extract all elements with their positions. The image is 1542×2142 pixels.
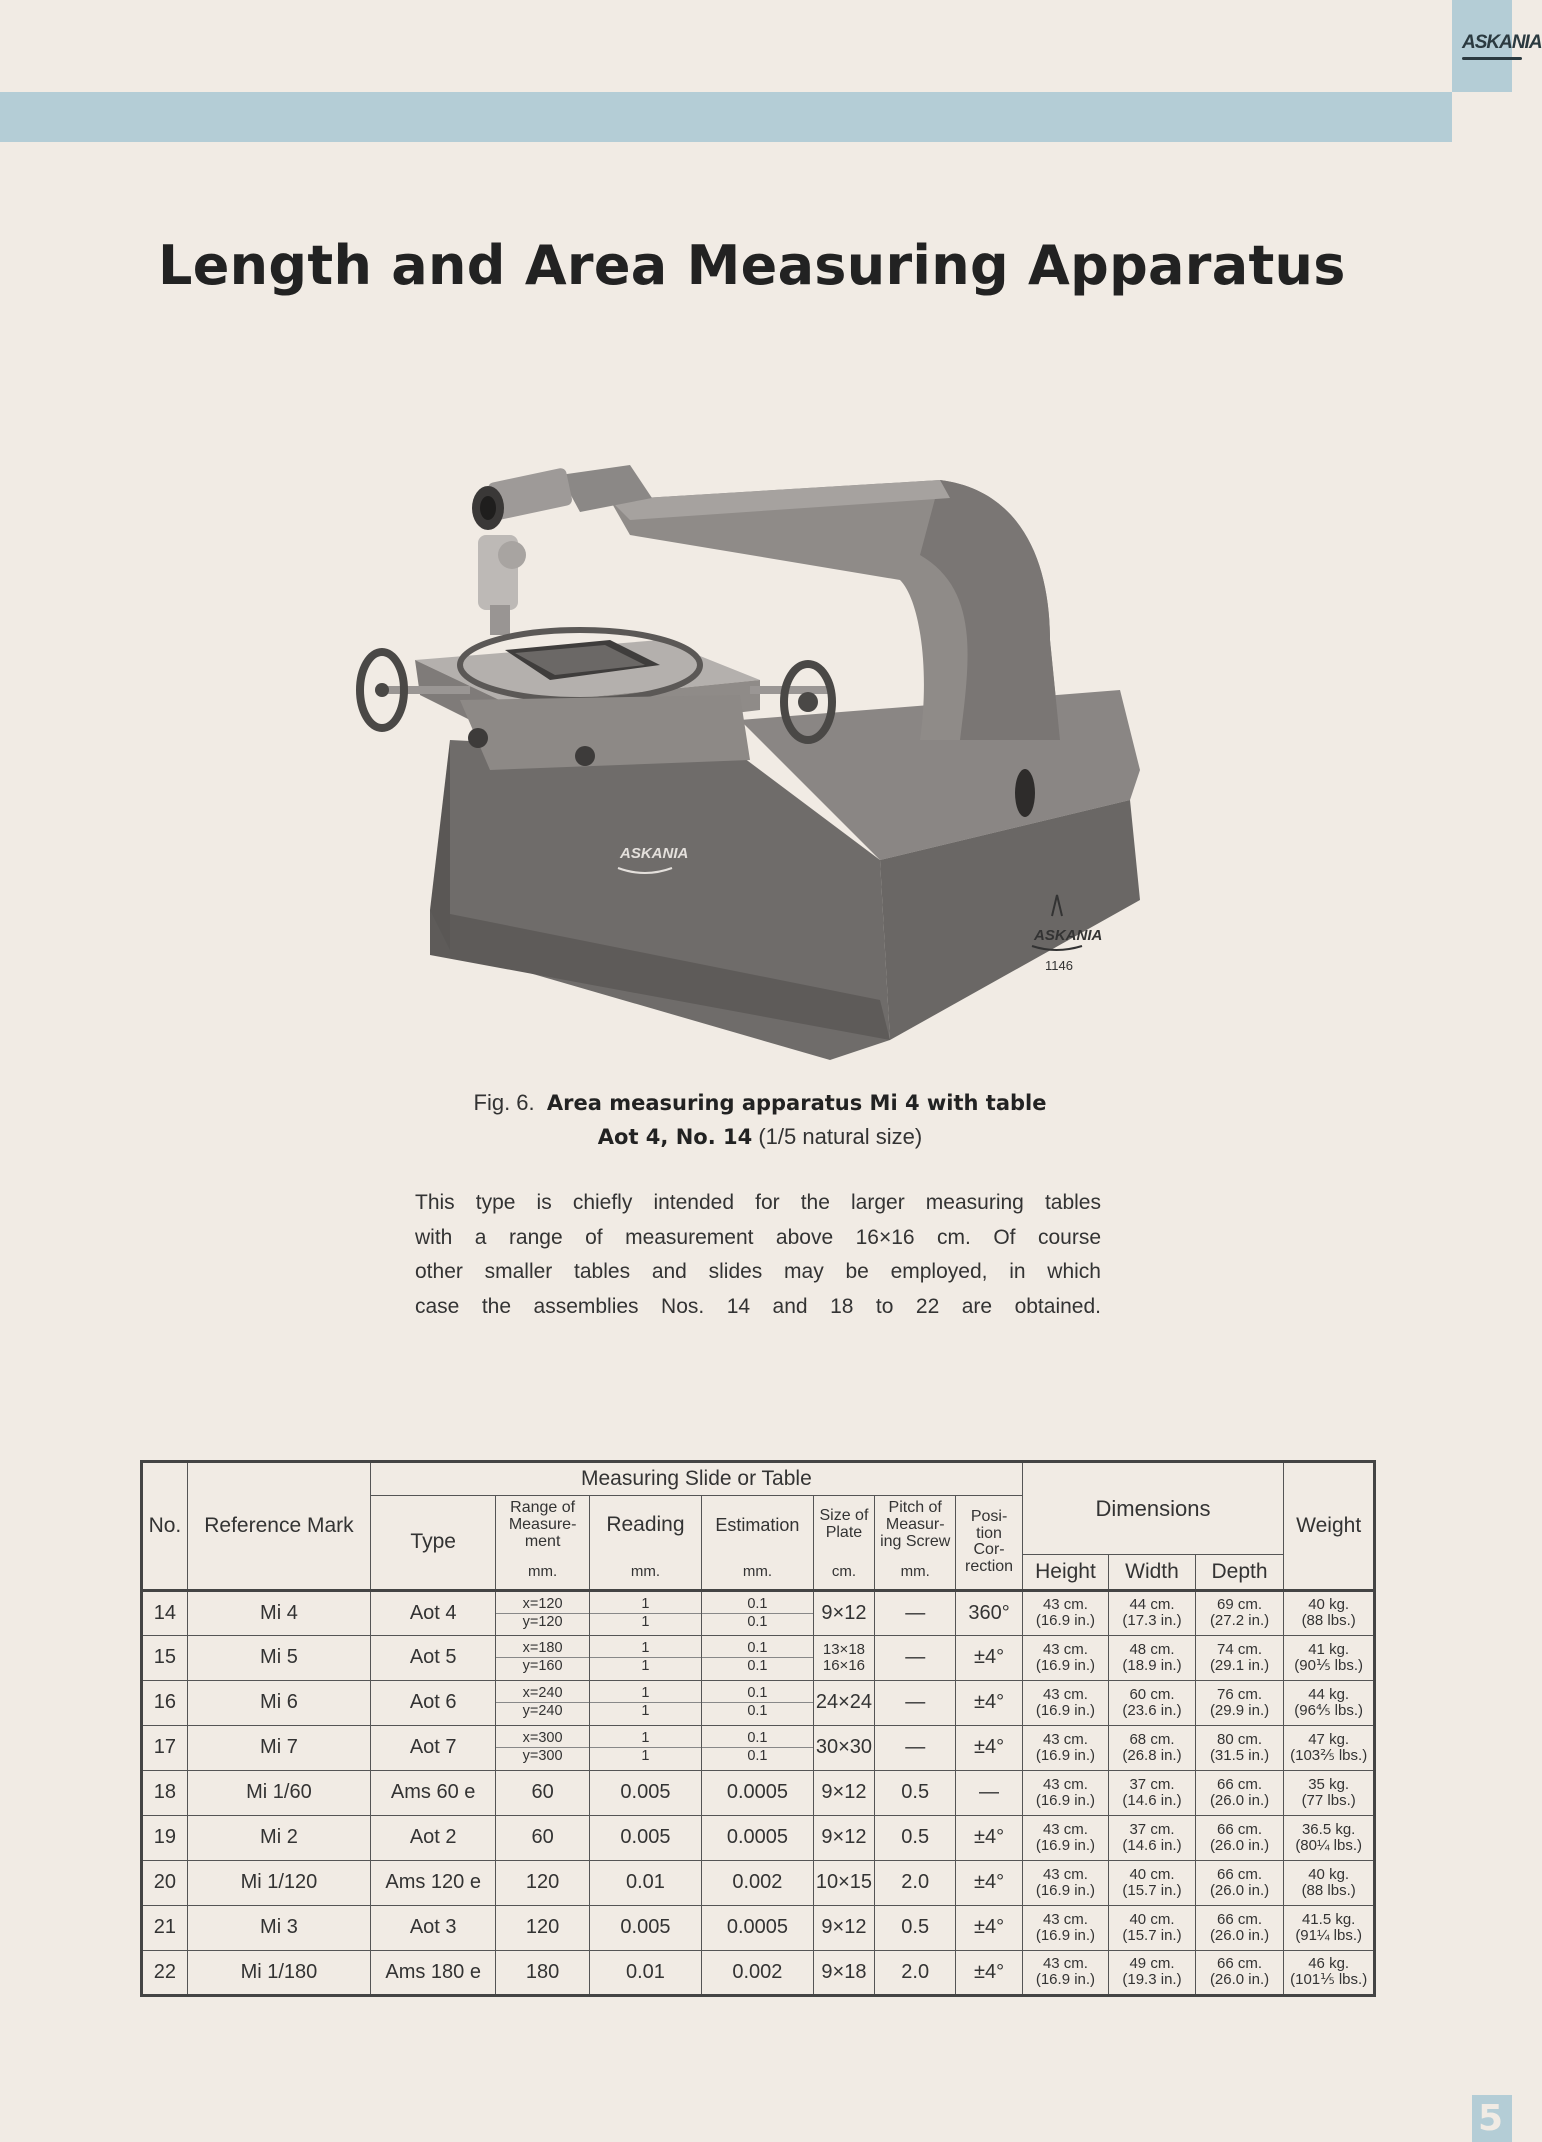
cell-depth bbox=[1195, 1635, 1284, 1680]
cell-weight-line: 40 kg. bbox=[1308, 1865, 1350, 1883]
cell-width bbox=[1109, 1905, 1196, 1950]
cell-estimation-line: 0.1 bbox=[747, 1613, 768, 1630]
description-line: case the assemblies Nos. 14 and 18 to 22 are obtained. bbox=[415, 1294, 1101, 1318]
cell-range bbox=[496, 1725, 590, 1770]
cell-height bbox=[1022, 1950, 1109, 1995]
cell-weight-line: (80¼ lbs.) bbox=[1295, 1836, 1363, 1854]
cell-width-line: (14.6 in.) bbox=[1122, 1791, 1182, 1809]
cell-height-line: (16.9 in.) bbox=[1035, 1836, 1096, 1854]
specification-table-body bbox=[142, 1590, 1375, 1995]
cell-size: 9×12 bbox=[813, 1770, 874, 1815]
cell-weight bbox=[1284, 1590, 1375, 1635]
cell-weight-line: 40 kg. bbox=[1308, 1596, 1350, 1614]
unit-estimation: mm. bbox=[701, 1554, 813, 1590]
cell-depth-line: 76 cm. bbox=[1217, 1685, 1263, 1703]
header-no: No. bbox=[142, 1462, 188, 1591]
cell-estimation bbox=[701, 1590, 813, 1635]
cell-weight-line: (96⅘ lbs.) bbox=[1294, 1701, 1364, 1719]
cell-weight bbox=[1284, 1725, 1375, 1770]
cell-height-line: (16.9 in.) bbox=[1035, 1926, 1096, 1944]
top-color-band bbox=[0, 92, 1452, 142]
cell-type: Aot 3 bbox=[371, 1905, 496, 1950]
cell-width bbox=[1109, 1635, 1196, 1680]
figure-number-mark: 1146 bbox=[1045, 958, 1073, 973]
cell-depth-line: 66 cm. bbox=[1217, 1820, 1263, 1838]
cell-range-line: x=240 bbox=[496, 1685, 589, 1703]
cell-width-line: 49 cm. bbox=[1129, 1955, 1175, 1973]
cell-weight bbox=[1284, 1815, 1375, 1860]
cell-reading: 0.005 bbox=[589, 1770, 701, 1815]
table-row bbox=[142, 1860, 1375, 1905]
cell-estimation-line: 0.1 bbox=[747, 1748, 768, 1765]
cell-pitch: 0.5 bbox=[874, 1770, 955, 1815]
cell-depth-line: 66 cm. bbox=[1217, 1955, 1263, 1973]
cell-depth-line: (29.9 in.) bbox=[1209, 1701, 1270, 1719]
cell-reading-line: 1 bbox=[641, 1703, 650, 1720]
cell-weight bbox=[1284, 1635, 1375, 1680]
cell-no: 22 bbox=[142, 1950, 188, 1995]
cell-width-line: (14.6 in.) bbox=[1122, 1836, 1182, 1854]
header-reading: Reading bbox=[589, 1496, 701, 1555]
description-line: other smaller tables and slides may be employed, in which bbox=[415, 1260, 1101, 1283]
cell-reading-line: 1 bbox=[590, 1596, 701, 1614]
cell-reading bbox=[589, 1635, 701, 1680]
cell-depth-line: 66 cm. bbox=[1217, 1910, 1263, 1928]
cell-depth bbox=[1195, 1905, 1284, 1950]
cell-weight-line: 36.5 kg. bbox=[1301, 1820, 1356, 1838]
cell-width-line: 48 cm. bbox=[1129, 1640, 1175, 1658]
cell-pitch: 2.0 bbox=[874, 1860, 955, 1905]
cell-type: Aot 2 bbox=[371, 1815, 496, 1860]
brand-tab bbox=[1452, 0, 1542, 92]
cell-height-line: (16.9 in.) bbox=[1035, 1971, 1096, 1989]
specification-table bbox=[140, 1460, 1376, 1997]
cell-range: 60 bbox=[496, 1815, 590, 1860]
cell-height-line: (16.9 in.) bbox=[1035, 1881, 1096, 1899]
cell-depth bbox=[1195, 1860, 1284, 1905]
cell-depth-line: (29.1 in.) bbox=[1209, 1656, 1270, 1674]
cell-range: 180 bbox=[496, 1950, 590, 1995]
cell-width bbox=[1109, 1815, 1196, 1860]
cell-height-line: 43 cm. bbox=[1042, 1955, 1088, 1973]
cell-width bbox=[1109, 1680, 1196, 1725]
cell-height bbox=[1022, 1905, 1109, 1950]
cell-pitch: — bbox=[874, 1725, 955, 1770]
cell-position: ±4° bbox=[956, 1815, 1022, 1860]
cell-reading-line: 1 bbox=[641, 1613, 650, 1630]
cell-type: Aot 6 bbox=[371, 1680, 496, 1725]
cell-height-line: 43 cm. bbox=[1042, 1596, 1088, 1614]
cell-reading-line: 1 bbox=[641, 1748, 650, 1765]
cell-range-line: x=120 bbox=[496, 1596, 589, 1614]
cell-depth-line: 80 cm. bbox=[1217, 1730, 1263, 1748]
cell-reading: 0.01 bbox=[589, 1860, 701, 1905]
cell-estimation-line: 0.1 bbox=[702, 1730, 813, 1748]
cell-height bbox=[1022, 1680, 1109, 1725]
cell-depth bbox=[1195, 1680, 1284, 1725]
cell-reading: 0.005 bbox=[589, 1905, 701, 1950]
cell-depth-line: (26.0 in.) bbox=[1209, 1791, 1270, 1809]
cell-depth-line: (26.0 in.) bbox=[1209, 1881, 1270, 1899]
area-measuring-apparatus-illustration bbox=[360, 440, 1160, 1080]
header-width: Width bbox=[1109, 1554, 1196, 1590]
header-type: Type bbox=[371, 1496, 496, 1591]
cell-estimation-line: 0.1 bbox=[702, 1685, 813, 1703]
cell-depth-line: (26.0 in.) bbox=[1209, 1971, 1270, 1989]
table-row bbox=[142, 1815, 1375, 1860]
cell-no: 14 bbox=[142, 1590, 188, 1635]
cell-depth bbox=[1195, 1725, 1284, 1770]
table-row bbox=[142, 1905, 1375, 1950]
cell-no: 19 bbox=[142, 1815, 188, 1860]
header-size: Size of Plate bbox=[813, 1496, 874, 1555]
cell-position: ±4° bbox=[956, 1725, 1022, 1770]
carriage bbox=[460, 695, 750, 770]
cell-weight-line: 46 kg. bbox=[1308, 1955, 1350, 1973]
cell-pitch: 0.5 bbox=[874, 1905, 955, 1950]
cell-height-line: (16.9 in.) bbox=[1035, 1656, 1096, 1674]
cell-range: 120 bbox=[496, 1860, 590, 1905]
cell-pitch: — bbox=[874, 1590, 955, 1635]
cell-height bbox=[1022, 1770, 1109, 1815]
cell-weight-line: 44 kg. bbox=[1308, 1685, 1350, 1703]
cell-type: Aot 7 bbox=[371, 1725, 496, 1770]
cell-depth-line: (26.0 in.) bbox=[1209, 1836, 1270, 1854]
description-line: This type is chiefly intended for the larger measuring tables bbox=[415, 1191, 1101, 1214]
cell-position: ±4° bbox=[956, 1680, 1022, 1725]
cell-size: 30×30 bbox=[813, 1725, 874, 1770]
cell-depth-line: 66 cm. bbox=[1217, 1775, 1263, 1793]
cell-range-line: x=300 bbox=[496, 1730, 589, 1748]
unit-reading: mm. bbox=[589, 1554, 701, 1590]
cell-pitch: — bbox=[874, 1680, 955, 1725]
table-row bbox=[142, 1725, 1375, 1770]
cell-height-line: 43 cm. bbox=[1042, 1910, 1088, 1928]
cell-weight-line: (101⅕ lbs.) bbox=[1290, 1971, 1368, 1989]
cell-width bbox=[1109, 1725, 1196, 1770]
cell-estimation-line: 0.1 bbox=[702, 1596, 813, 1614]
cell-size: 10×15 bbox=[813, 1860, 874, 1905]
cell-pitch: 0.5 bbox=[874, 1815, 955, 1860]
brand-tab-text: ASKANIA bbox=[1462, 32, 1542, 53]
cell-range-line: y=300 bbox=[522, 1748, 563, 1765]
cell-width-line: 44 cm. bbox=[1129, 1596, 1175, 1614]
header-height: Height bbox=[1022, 1554, 1109, 1590]
cell-width-line: (19.3 in.) bbox=[1122, 1971, 1182, 1989]
header-weight: Weight bbox=[1284, 1462, 1375, 1591]
cell-size: 9×12 bbox=[813, 1815, 874, 1860]
cell-ref: Mi 1/120 bbox=[187, 1860, 370, 1905]
cell-width-line: 60 cm. bbox=[1129, 1685, 1175, 1703]
cell-width-line: 37 cm. bbox=[1129, 1820, 1175, 1838]
cell-width-line: 68 cm. bbox=[1129, 1730, 1175, 1748]
header-estimation: Estimation bbox=[701, 1496, 813, 1555]
cell-range-line: x=180 bbox=[496, 1640, 589, 1658]
brand-tab-underline bbox=[1462, 57, 1522, 60]
cell-reading bbox=[589, 1725, 701, 1770]
cell-no: 16 bbox=[142, 1680, 188, 1725]
cell-depth bbox=[1195, 1770, 1284, 1815]
cell-width-line: 40 cm. bbox=[1129, 1910, 1175, 1928]
cell-range bbox=[496, 1635, 590, 1680]
cell-weight bbox=[1284, 1905, 1375, 1950]
page-title: Length and Area Measuring Apparatus bbox=[158, 234, 1346, 297]
cell-ref: Mi 7 bbox=[187, 1725, 370, 1770]
cell-pitch: — bbox=[874, 1635, 955, 1680]
cell-width bbox=[1109, 1770, 1196, 1815]
cell-weight-line: 47 kg. bbox=[1308, 1730, 1350, 1748]
cell-size: 9×18 bbox=[813, 1950, 874, 1995]
cell-width-line: 40 cm. bbox=[1129, 1865, 1175, 1883]
cell-depth-line: 66 cm. bbox=[1217, 1865, 1263, 1883]
cell-estimation: 0.0005 bbox=[701, 1815, 813, 1860]
cell-estimation bbox=[701, 1725, 813, 1770]
cell-height bbox=[1022, 1725, 1109, 1770]
unit-size: cm. bbox=[813, 1554, 874, 1590]
cell-height-line: 43 cm. bbox=[1042, 1820, 1088, 1838]
cell-reading: 0.01 bbox=[589, 1950, 701, 1995]
cell-ref: Mi 1/180 bbox=[187, 1950, 370, 1995]
cell-weight-line: (88 lbs.) bbox=[1301, 1612, 1356, 1630]
cell-weight-line: (91¼ lbs.) bbox=[1295, 1926, 1363, 1944]
cell-reading-line: 1 bbox=[590, 1685, 701, 1703]
cell-estimation-line: 0.1 bbox=[747, 1703, 768, 1720]
cell-position: ±4° bbox=[956, 1950, 1022, 1995]
cell-reading-line: 1 bbox=[641, 1658, 650, 1675]
cell-height bbox=[1022, 1815, 1109, 1860]
cell-depth bbox=[1195, 1815, 1284, 1860]
cell-pitch: 2.0 bbox=[874, 1950, 955, 1995]
cell-width-line: (18.9 in.) bbox=[1122, 1656, 1182, 1674]
cell-depth-line: (26.0 in.) bbox=[1209, 1926, 1270, 1944]
base-hole bbox=[1015, 769, 1035, 817]
cell-height-line: (16.9 in.) bbox=[1035, 1612, 1096, 1630]
cell-estimation bbox=[701, 1635, 813, 1680]
unit-pitch: mm. bbox=[874, 1554, 955, 1590]
cell-no: 21 bbox=[142, 1905, 188, 1950]
cell-reading: 0.005 bbox=[589, 1815, 701, 1860]
cell-position: — bbox=[956, 1770, 1022, 1815]
cell-position: ±4° bbox=[956, 1905, 1022, 1950]
cell-range bbox=[496, 1680, 590, 1725]
cell-size: 9×12 bbox=[813, 1905, 874, 1950]
caption-prefix: Fig. 6. bbox=[473, 1090, 535, 1115]
cell-estimation: 0.0005 bbox=[701, 1905, 813, 1950]
header-reference-mark: Reference Mark bbox=[187, 1462, 370, 1591]
caption-bold-line2: Aot 4, No. 14 bbox=[597, 1125, 753, 1149]
cell-estimation: 0.002 bbox=[701, 1950, 813, 1995]
cell-width-line: (26.8 in.) bbox=[1122, 1746, 1182, 1764]
cell-ref: Mi 3 bbox=[187, 1905, 370, 1950]
description-paragraph bbox=[415, 1186, 1101, 1324]
page-number: 5 bbox=[1472, 2095, 1512, 2142]
cell-position: ±4° bbox=[956, 1635, 1022, 1680]
cell-depth bbox=[1195, 1950, 1284, 1995]
cell-height-line: 43 cm. bbox=[1042, 1865, 1088, 1883]
cell-height-line: 43 cm. bbox=[1042, 1640, 1088, 1658]
cell-range-line: y=240 bbox=[522, 1703, 563, 1720]
cell-estimation-line: 0.1 bbox=[747, 1658, 768, 1675]
cell-width bbox=[1109, 1590, 1196, 1635]
cell-width-line: (23.6 in.) bbox=[1122, 1701, 1182, 1719]
cell-range bbox=[496, 1590, 590, 1635]
cell-range-line: y=160 bbox=[522, 1658, 563, 1675]
cell-position: 360° bbox=[956, 1590, 1022, 1635]
cell-width-line: (15.7 in.) bbox=[1122, 1926, 1182, 1944]
cell-width-line: 37 cm. bbox=[1129, 1775, 1175, 1793]
unit-range: mm. bbox=[496, 1554, 590, 1590]
cell-range: 60 bbox=[496, 1770, 590, 1815]
cell-ref: Mi 2 bbox=[187, 1815, 370, 1860]
cell-height-line: (16.9 in.) bbox=[1035, 1791, 1096, 1809]
cell-width-line: (15.7 in.) bbox=[1122, 1881, 1182, 1899]
cell-depth-line: 69 cm. bbox=[1217, 1596, 1263, 1614]
cell-ref: Mi 1/60 bbox=[187, 1770, 370, 1815]
cell-type: Aot 5 bbox=[371, 1635, 496, 1680]
cell-weight bbox=[1284, 1770, 1375, 1815]
cell-estimation: 0.002 bbox=[701, 1860, 813, 1905]
cell-range: 120 bbox=[496, 1905, 590, 1950]
cell-weight-line: (90⅕ lbs.) bbox=[1294, 1656, 1364, 1674]
cell-reading-line: 1 bbox=[590, 1730, 701, 1748]
cell-type: Ams 60 e bbox=[371, 1770, 496, 1815]
cell-type: Ams 120 e bbox=[371, 1860, 496, 1905]
apparatus-figure bbox=[360, 440, 1160, 1080]
header-depth: Depth bbox=[1195, 1554, 1284, 1590]
cell-no: 18 bbox=[142, 1770, 188, 1815]
cell-ref: Mi 4 bbox=[187, 1590, 370, 1635]
header-pitch: Pitch of Measur-ing Screw bbox=[874, 1496, 955, 1555]
cell-depth bbox=[1195, 1590, 1284, 1635]
cell-width-line: (17.3 in.) bbox=[1122, 1612, 1182, 1630]
cell-height-line: 43 cm. bbox=[1042, 1730, 1088, 1748]
cell-height-line: (16.9 in.) bbox=[1035, 1746, 1096, 1764]
cell-height-line: (16.9 in.) bbox=[1035, 1701, 1096, 1719]
caption-scale: (1/5 natural size) bbox=[758, 1124, 923, 1149]
cell-range-line: y=120 bbox=[522, 1613, 563, 1630]
cell-reading-line: 1 bbox=[590, 1640, 701, 1658]
cell-weight-line: (88 lbs.) bbox=[1301, 1881, 1356, 1899]
cell-height bbox=[1022, 1860, 1109, 1905]
header-position-correction: Posi-tion Cor-rection bbox=[956, 1496, 1022, 1591]
table-row bbox=[142, 1680, 1375, 1725]
cell-weight-line: 41.5 kg. bbox=[1301, 1910, 1356, 1928]
table-row bbox=[142, 1635, 1375, 1680]
cell-size: 13×18 16×16 bbox=[813, 1635, 874, 1680]
cell-reading bbox=[589, 1590, 701, 1635]
cell-width bbox=[1109, 1860, 1196, 1905]
cell-estimation bbox=[701, 1680, 813, 1725]
cell-no: 20 bbox=[142, 1860, 188, 1905]
cell-ref: Mi 5 bbox=[187, 1635, 370, 1680]
cell-estimation: 0.0005 bbox=[701, 1770, 813, 1815]
cell-no: 15 bbox=[142, 1635, 188, 1680]
cell-height-line: 43 cm. bbox=[1042, 1775, 1088, 1793]
cell-depth-line: (27.2 in.) bbox=[1209, 1612, 1270, 1630]
header-group-slide: Measuring Slide or Table bbox=[371, 1462, 1023, 1496]
cell-type: Aot 4 bbox=[371, 1590, 496, 1635]
cell-weight-line: (103⅖ lbs.) bbox=[1290, 1746, 1368, 1764]
cell-position: ±4° bbox=[956, 1860, 1022, 1905]
table-row bbox=[142, 1950, 1375, 1995]
base-logo-text: ASKANIA bbox=[620, 845, 689, 862]
cell-type: Ams 180 e bbox=[371, 1950, 496, 1995]
cell-weight bbox=[1284, 1680, 1375, 1725]
figure-caption bbox=[400, 1086, 1120, 1154]
cell-height-line: 43 cm. bbox=[1042, 1685, 1088, 1703]
cell-size: 24×24 bbox=[813, 1680, 874, 1725]
cell-depth-line: (31.5 in.) bbox=[1209, 1746, 1270, 1764]
description-line: with a range of measurement above 16×16 cm. Of course bbox=[415, 1225, 1101, 1249]
cell-reading bbox=[589, 1680, 701, 1725]
cell-weight-line: 35 kg. bbox=[1308, 1775, 1350, 1793]
header-group-dimensions: Dimensions bbox=[1022, 1462, 1284, 1555]
cell-weight bbox=[1284, 1950, 1375, 1995]
cell-depth-line: 74 cm. bbox=[1217, 1640, 1263, 1658]
cell-no: 17 bbox=[142, 1725, 188, 1770]
cell-size: 9×12 bbox=[813, 1590, 874, 1635]
table-row bbox=[142, 1770, 1375, 1815]
cell-height bbox=[1022, 1635, 1109, 1680]
cell-weight bbox=[1284, 1860, 1375, 1905]
cell-width bbox=[1109, 1950, 1196, 1995]
cell-estimation-line: 0.1 bbox=[702, 1640, 813, 1658]
caption-bold-line1: Area measuring apparatus Mi 4 with table bbox=[546, 1091, 1047, 1115]
cell-weight-line: 41 kg. bbox=[1308, 1640, 1350, 1658]
corner-logo-text: ASKANIA bbox=[1034, 927, 1103, 944]
cell-ref: Mi 6 bbox=[187, 1680, 370, 1725]
cell-height bbox=[1022, 1590, 1109, 1635]
cell-weight-line: (77 lbs.) bbox=[1301, 1791, 1356, 1809]
table-row bbox=[142, 1590, 1375, 1635]
header-range: Range of Measure-ment bbox=[496, 1496, 590, 1555]
